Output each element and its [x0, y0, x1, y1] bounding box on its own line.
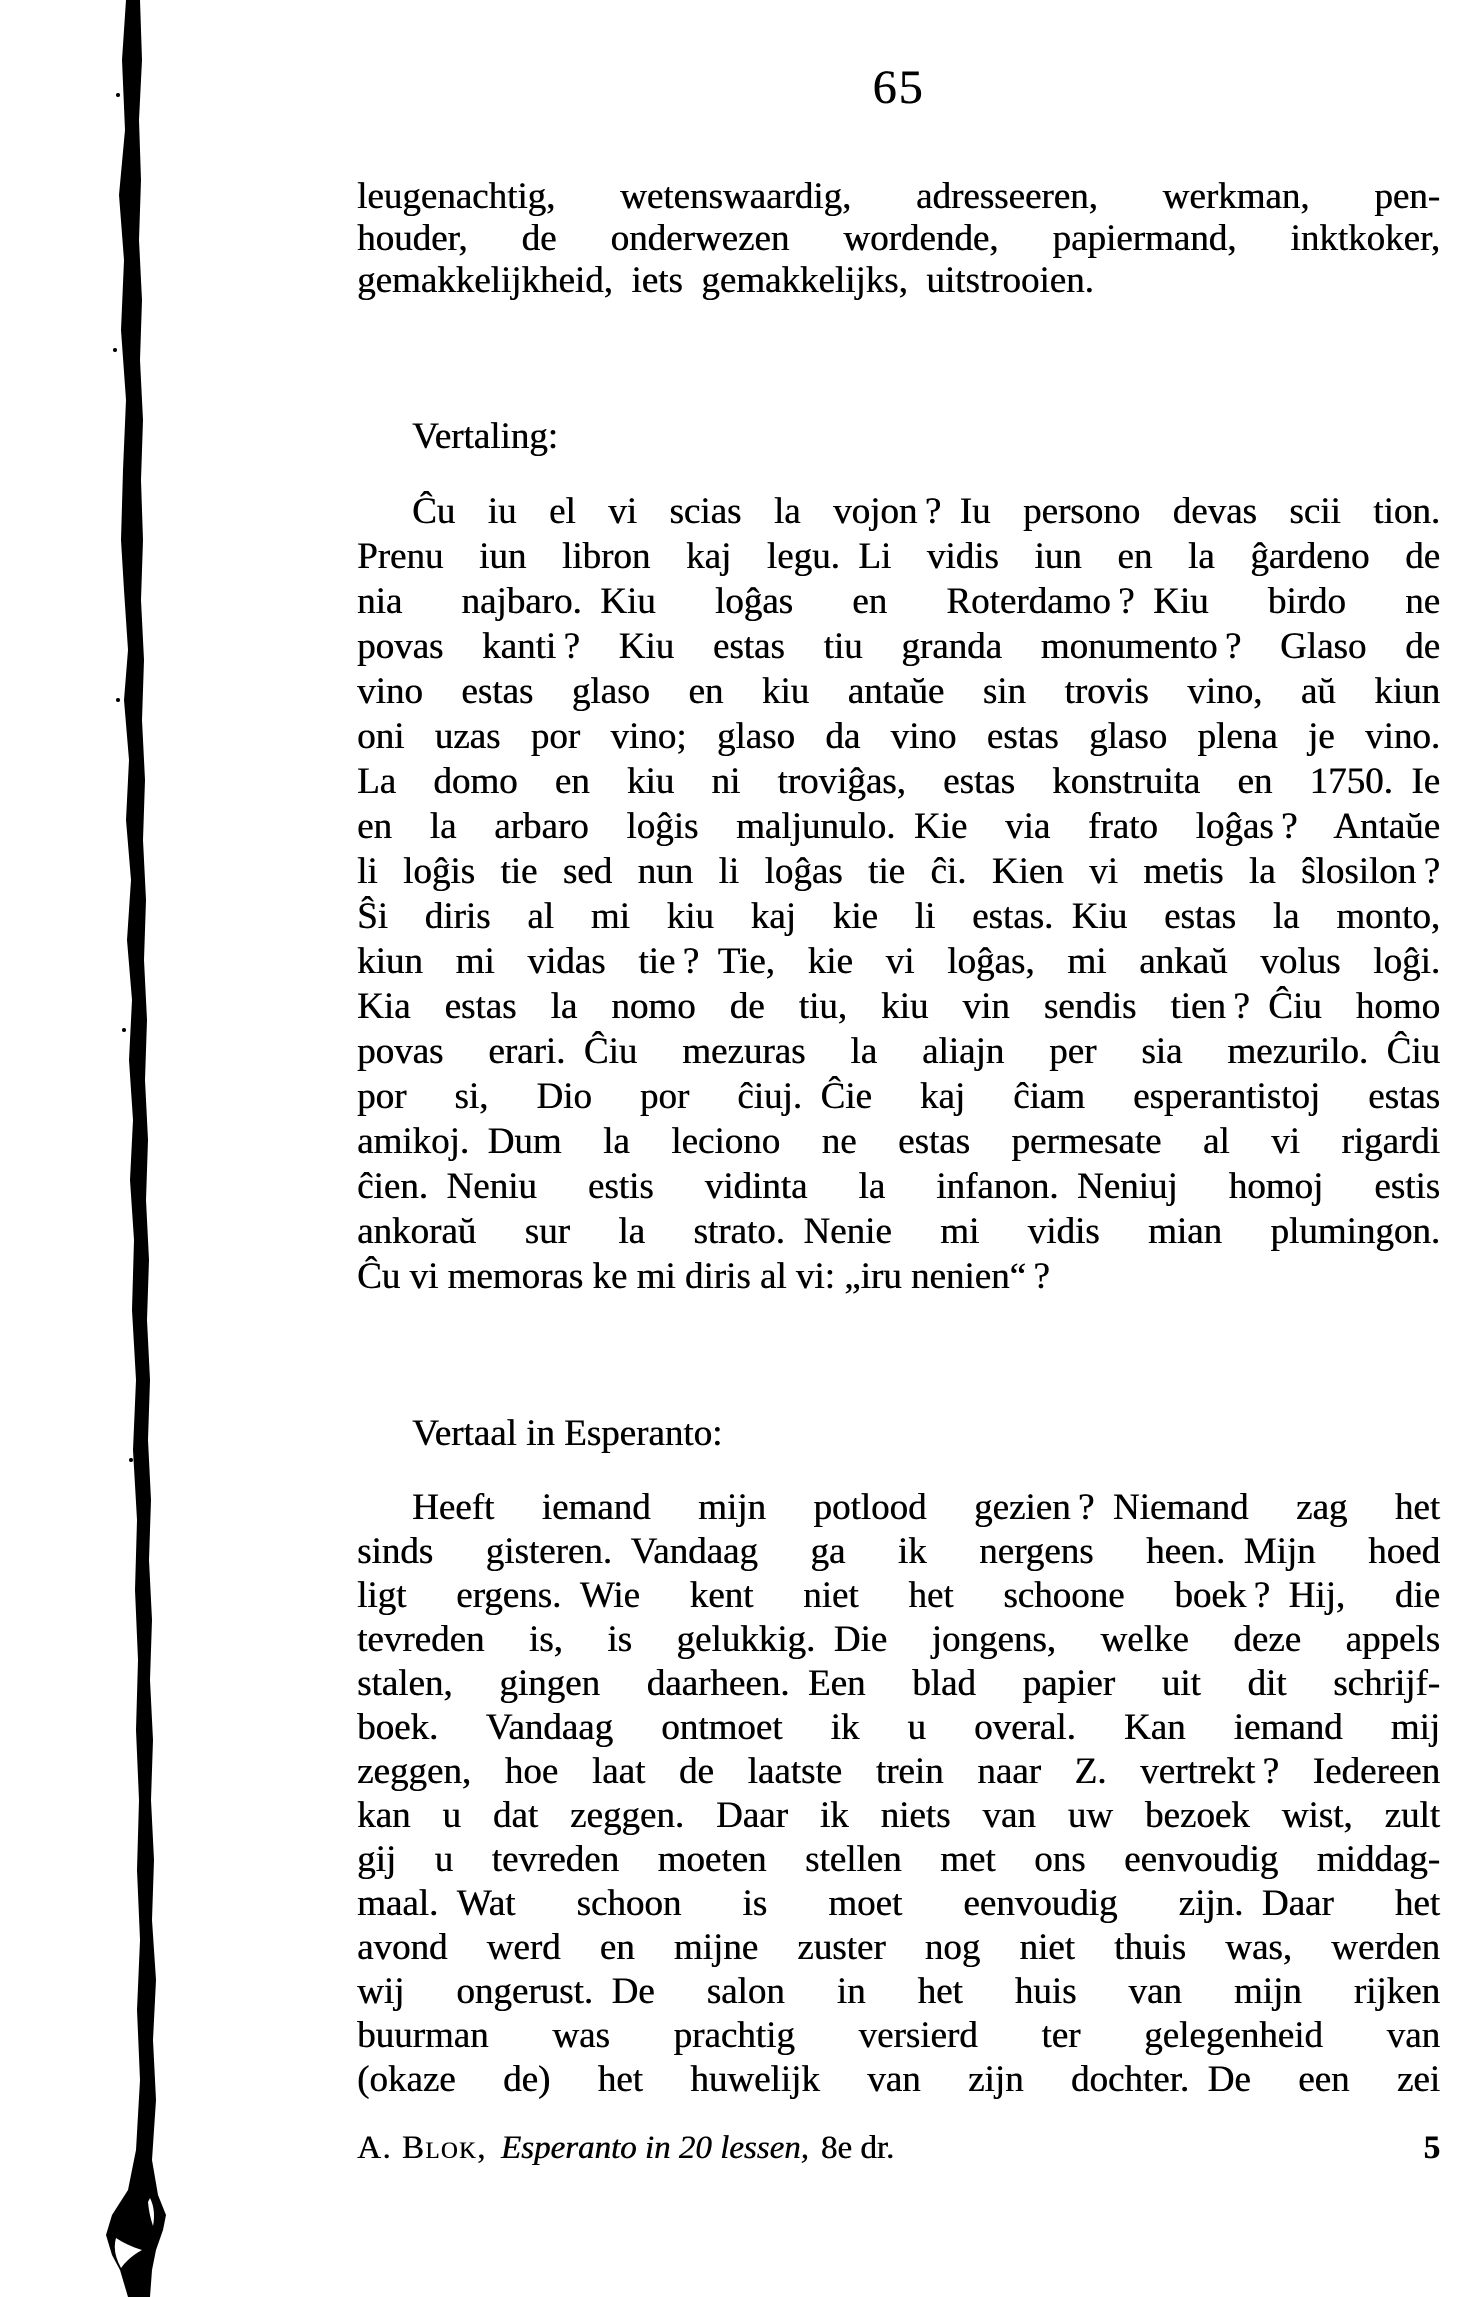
text-line: ligt ergens. Wie kent niet het schoone boek ? Hij, die	[357, 1575, 1440, 1616]
text-line: Ŝi diris al mi kiu kaj kie li estas. Kiu estas la monto,	[357, 896, 1440, 937]
text-line: nia najbaro. Kiu loĝas en Roterdamo ? Kiu birdo ne	[357, 581, 1440, 622]
text-line: gemakkelijkheid, iets gemakkelijks, uitstrooien.	[357, 260, 1094, 301]
text-line: maal. Wat schoon is moet eenvoudig zijn. Daar het	[357, 1883, 1440, 1924]
text-line: (okaze de) het huwelijk van zijn dochter. De een zei	[357, 2059, 1440, 2100]
footer-edition: 8e dr.	[820, 2130, 895, 2166]
text-line: amikoj. Dum la leciono ne estas permesate al vi rigardi	[357, 1121, 1440, 1162]
text-line: houder, de onderwezen wordende, papiermand, inktkoker,	[357, 218, 1440, 259]
text-line: buurman was prachtig versierd ter gelegenheid van	[357, 2015, 1440, 2056]
text-line: Prenu iun libron kaj legu. Li vidis iun en la ĝardeno de	[357, 536, 1440, 577]
text-line: tevreden is, is gelukkig. Die jongens, welke deze appels	[357, 1619, 1440, 1660]
text-line: vino estas glaso en kiu antaŭe sin trovis vino, aŭ kiun	[357, 671, 1440, 712]
vertaling-paragraph	[357, 489, 1440, 1299]
text-line: en la arbaro loĝis maljunulo. Kie via frato loĝas ? Antaŭe	[357, 806, 1440, 847]
text-line: povas kanti ? Kiu estas tiu granda monumento ? Glaso de	[357, 626, 1440, 667]
text-line: kan u dat zeggen. Daar ik niets van uw bezoek wist, zult	[357, 1795, 1440, 1836]
vertaal-heading: Vertaal in Esperanto:	[412, 1413, 723, 1454]
text-line: oni uzas por vino; glaso da vino estas glaso plena je vino.	[357, 716, 1440, 757]
footer-author: A. Blok,	[357, 2130, 487, 2166]
text-line: La domo en kiu ni troviĝas, estas konstruita en 1750. Ie	[357, 761, 1440, 802]
vertaal-paragraph	[357, 1486, 1440, 2102]
text-line: Heeft iemand mijn potlood gezien ? Niemand zag het	[412, 1487, 1440, 1528]
footer-book-title: Esperanto in 20 lessen,	[500, 2130, 809, 2166]
text-line: ĉien. Neniu estis vidinta la infanon. Neniuj homoj estis	[357, 1166, 1440, 1207]
text-line: por si, Dio por ĉiuj. Ĉie kaj ĉiam esperantistoj estas	[357, 1076, 1440, 1117]
text-line: leugenachtig, wetenswaardig, adresseeren, werkman, pen-	[357, 176, 1440, 217]
text-line: ankoraŭ sur la strato. Nenie mi vidis mian plumingon.	[357, 1211, 1440, 1252]
text-line: Ĉu iu el vi scias la vojon ? Iu persono devas scii tion.	[412, 491, 1440, 532]
text-line: li loĝis tie sed nun li loĝas tie ĉi. Kien vi metis la ŝlosilon ?	[357, 851, 1440, 892]
text-line: boek. Vandaag ontmoet ik u overal. Kan iemand mij	[357, 1707, 1440, 1748]
text-line: stalen, gingen daarheen. Een blad papier uit dit schrijf-	[357, 1663, 1440, 1704]
text-line: povas erari. Ĉiu mezuras la aliajn per sia mezurilo. Ĉiu	[357, 1031, 1440, 1072]
footer-page-number: 5	[1423, 2130, 1440, 2166]
footer	[357, 2130, 1440, 2167]
vertaling-heading: Vertaling:	[412, 416, 558, 457]
text-line: sinds gisteren. Vandaag ga ik nergens heen. Mijn hoed	[357, 1531, 1440, 1572]
text-line: avond werd en mijne zuster nog niet thuis was, werden	[357, 1927, 1440, 1968]
footer-citation	[357, 2130, 894, 2167]
text-line: gij u tevreden moeten stellen met ons eenvoudig middag-	[357, 1839, 1440, 1880]
text-line: kiun mi vidas tie ? Tie, kie vi loĝas, mi ankaŭ volus loĝi.	[357, 941, 1440, 982]
page-number: 65	[872, 61, 925, 114]
text-line: zeggen, hoe laat de laatste trein naar Z. vertrekt ? Iedereen	[357, 1751, 1440, 1792]
vocabulary-paragraph	[357, 176, 1440, 302]
text-line: Kia estas la nomo de tiu, kiu vin sendis tien ? Ĉiu homo	[357, 986, 1440, 1027]
text-line: Ĉu vi memoras ke mi diris al vi: „iru nenien“ ?	[357, 1256, 1050, 1297]
text-line: wij ongerust. De salon in het huis van mijn rijken	[357, 1971, 1440, 2012]
